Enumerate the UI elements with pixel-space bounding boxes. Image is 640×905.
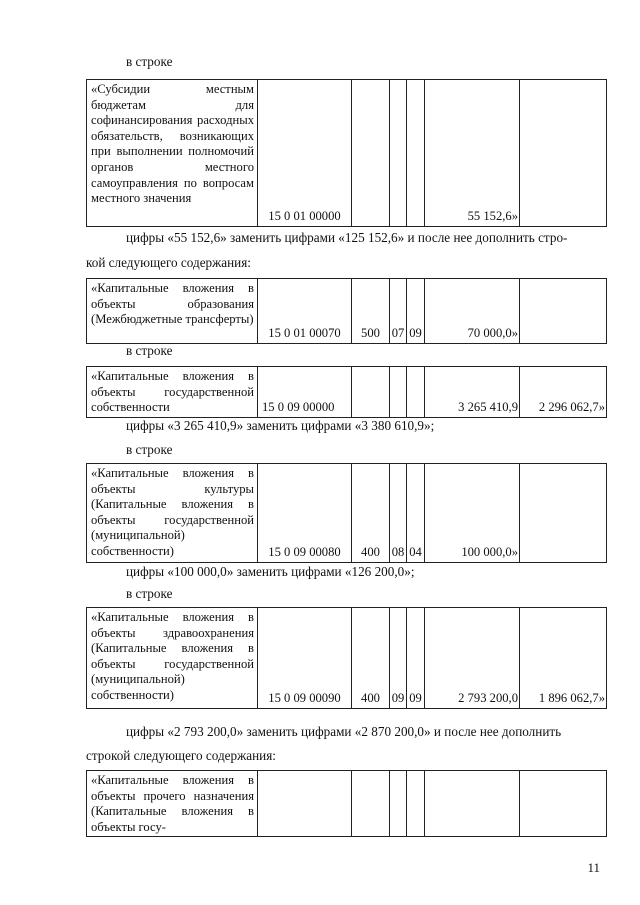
row-section: 07	[390, 279, 407, 344]
row-section	[390, 771, 407, 837]
row-code: 15 0 09 00000	[258, 367, 352, 418]
row-code	[258, 771, 352, 837]
row-description: «Капитальные вложения в объекты прочего назначения (Капитальные вложения в объекты госу-	[87, 771, 258, 837]
row-amount1: 100 000,0»	[425, 464, 520, 563]
row-code: 15 0 09 00080	[258, 464, 352, 563]
intro-text: в строке	[126, 586, 173, 601]
row-subsection: 09	[407, 279, 425, 344]
row-description: «Капитальные вложения в объекты образования (Межбюджетные трансферты)	[87, 279, 258, 344]
row-type	[352, 80, 390, 227]
row-amount2	[520, 771, 607, 837]
row-code: 15 0 01 00000	[258, 80, 352, 227]
replacement-text: цифры «100 000,0» заменить цифрами «126 200,0»;	[126, 564, 415, 579]
table-row	[87, 367, 607, 418]
budget-table	[86, 607, 607, 709]
budget-table	[86, 366, 607, 418]
row-type: 400	[352, 608, 390, 709]
row-type	[352, 771, 390, 837]
row-subsection: 09	[407, 608, 425, 709]
replacement-text: цифры «55 152,6» заменить цифрами «125 152,6» и после нее дополнить стро-	[126, 230, 568, 245]
row-description: «Капитальные вложения в объекты культуры (Капитальные вложения в объекты государственной (муниципальной) собственности)	[87, 464, 258, 563]
replacement-text: цифры «3 265 410,9» заменить цифрами «3 380 610,9»;	[126, 418, 435, 433]
row-amount2	[520, 279, 607, 344]
table-row	[87, 771, 607, 837]
replacement-text: цифры «2 793 200,0» заменить цифрами «2 870 200,0» и после нее дополнить	[126, 724, 562, 739]
table-row	[87, 80, 607, 227]
replacement-text-cont: кой следующего содержания:	[86, 255, 251, 270]
row-amount1	[425, 771, 520, 837]
row-code: 15 0 09 00090	[258, 608, 352, 709]
row-type	[352, 367, 390, 418]
replacement-text-cont: строкой следующего содержания:	[86, 748, 276, 763]
row-description: «Капитальные вложения в объекты государственной собственности	[87, 367, 258, 418]
row-description: «Субсидии местным бюджетам для софинансирования расходных обязательств, возникающих при выполнении полномочий органов местного самоуправления по вопросам местного значения	[87, 80, 258, 227]
row-section: 08	[390, 464, 407, 563]
row-subsection: 04	[407, 464, 425, 563]
row-section	[390, 80, 407, 227]
budget-table	[86, 463, 607, 563]
table-row	[87, 608, 607, 709]
row-section	[390, 367, 407, 418]
row-amount1: 55 152,6»	[425, 80, 520, 227]
row-subsection	[407, 80, 425, 227]
row-type: 400	[352, 464, 390, 563]
table-row	[87, 464, 607, 563]
row-amount1: 2 793 200,0	[425, 608, 520, 709]
row-amount1: 70 000,0»	[425, 279, 520, 344]
row-amount1: 3 265 410,9	[425, 367, 520, 418]
budget-table	[86, 770, 607, 837]
page-number: 11	[587, 860, 600, 875]
table-row	[87, 279, 607, 344]
row-section: 09	[390, 608, 407, 709]
budget-table	[86, 278, 607, 344]
row-subsection	[407, 367, 425, 418]
intro-text: в строке	[126, 343, 173, 358]
row-amount2: 2 296 062,7»	[520, 367, 607, 418]
intro-text: в строке	[126, 54, 173, 69]
row-subsection	[407, 771, 425, 837]
budget-table	[86, 79, 607, 227]
row-amount2	[520, 80, 607, 227]
row-type: 500	[352, 279, 390, 344]
row-code: 15 0 01 00070	[258, 279, 352, 344]
row-description: «Капитальные вложения в объекты здравоохранения (Капитальные вложения в объекты государственной (муниципальной) собственности)	[87, 608, 258, 709]
row-amount2: 1 896 062,7»	[520, 608, 607, 709]
row-amount2	[520, 464, 607, 563]
intro-text: в строке	[126, 442, 173, 457]
